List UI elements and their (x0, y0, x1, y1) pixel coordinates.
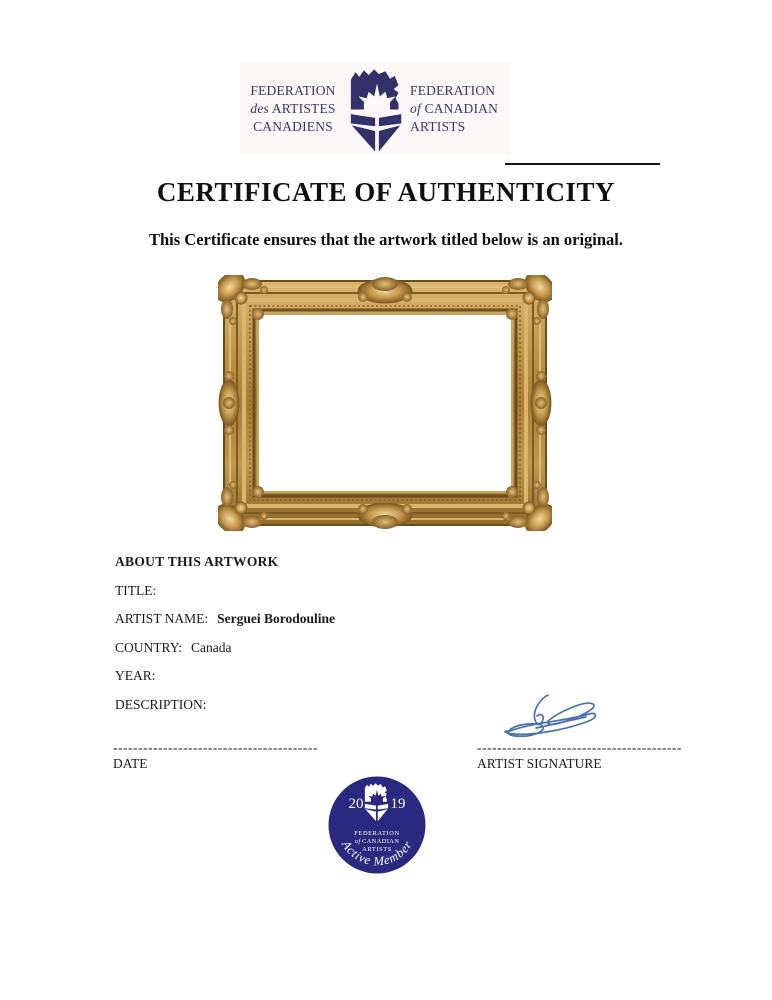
fca-logo-text-french (240, 82, 346, 136)
title-label: TITLE: (115, 582, 157, 598)
signature-signing-area (477, 740, 682, 772)
country-row (115, 640, 335, 656)
badge-org-line3: ARTISTS (362, 846, 392, 853)
badge-year-right: 19 (390, 796, 406, 812)
fca-fr-line3: CANADIENS (253, 118, 333, 134)
badge-org-line2: of CANADIAN (354, 838, 400, 845)
artist-name-value: Serguei Borodouline (217, 611, 335, 626)
fca-en-line2: of CANADIAN (410, 100, 499, 116)
country-value: Canada (191, 639, 232, 655)
artist-signature-image (496, 687, 611, 747)
fca-en-line1: FEDERATION (410, 82, 496, 98)
date-line: ----------------------------------------- (113, 740, 318, 755)
artwork-info-section (115, 554, 335, 725)
fca-en-line3: ARTISTS (410, 118, 466, 134)
artist-name-label: ARTIST NAME: (115, 611, 209, 626)
badge-member-text: Active Member (338, 837, 415, 869)
section-heading: ABOUT THIS ARTWORK (115, 554, 279, 569)
fca-fr-line2: des ARTISTES (250, 100, 336, 116)
date-signing-area (113, 740, 318, 772)
page-title: CERTIFICATE OF AUTHENTICITY (156, 177, 616, 207)
title-row (115, 583, 335, 599)
gold-frame-graphic (218, 275, 552, 531)
fca-logo (240, 62, 510, 155)
description-row (115, 697, 335, 713)
date-label: DATE (113, 756, 148, 771)
header-rule (505, 163, 660, 165)
artist-signature-label: ARTIST SIGNATURE (477, 756, 602, 771)
badge-org-line1: FEDERATION (354, 830, 400, 837)
certificate-statement: This Certificate ensures that the artwork titled below is an original. (148, 230, 624, 249)
year-row (115, 668, 335, 684)
year-label: YEAR: (115, 668, 156, 683)
country-label: COUNTRY: (115, 639, 183, 655)
fca-logo-text-english (408, 82, 510, 136)
artist-signature-line: ----------------------------------------- (477, 740, 682, 755)
fca-fr-line1: FEDERATION (250, 82, 336, 98)
artist-name-row (115, 611, 335, 627)
active-member-badge (328, 776, 426, 874)
artwork-frame-image (218, 275, 552, 531)
description-label: DESCRIPTION: (115, 696, 207, 712)
badge-year-left: 20 (348, 796, 364, 812)
maple-leaf-icon (349, 66, 405, 153)
